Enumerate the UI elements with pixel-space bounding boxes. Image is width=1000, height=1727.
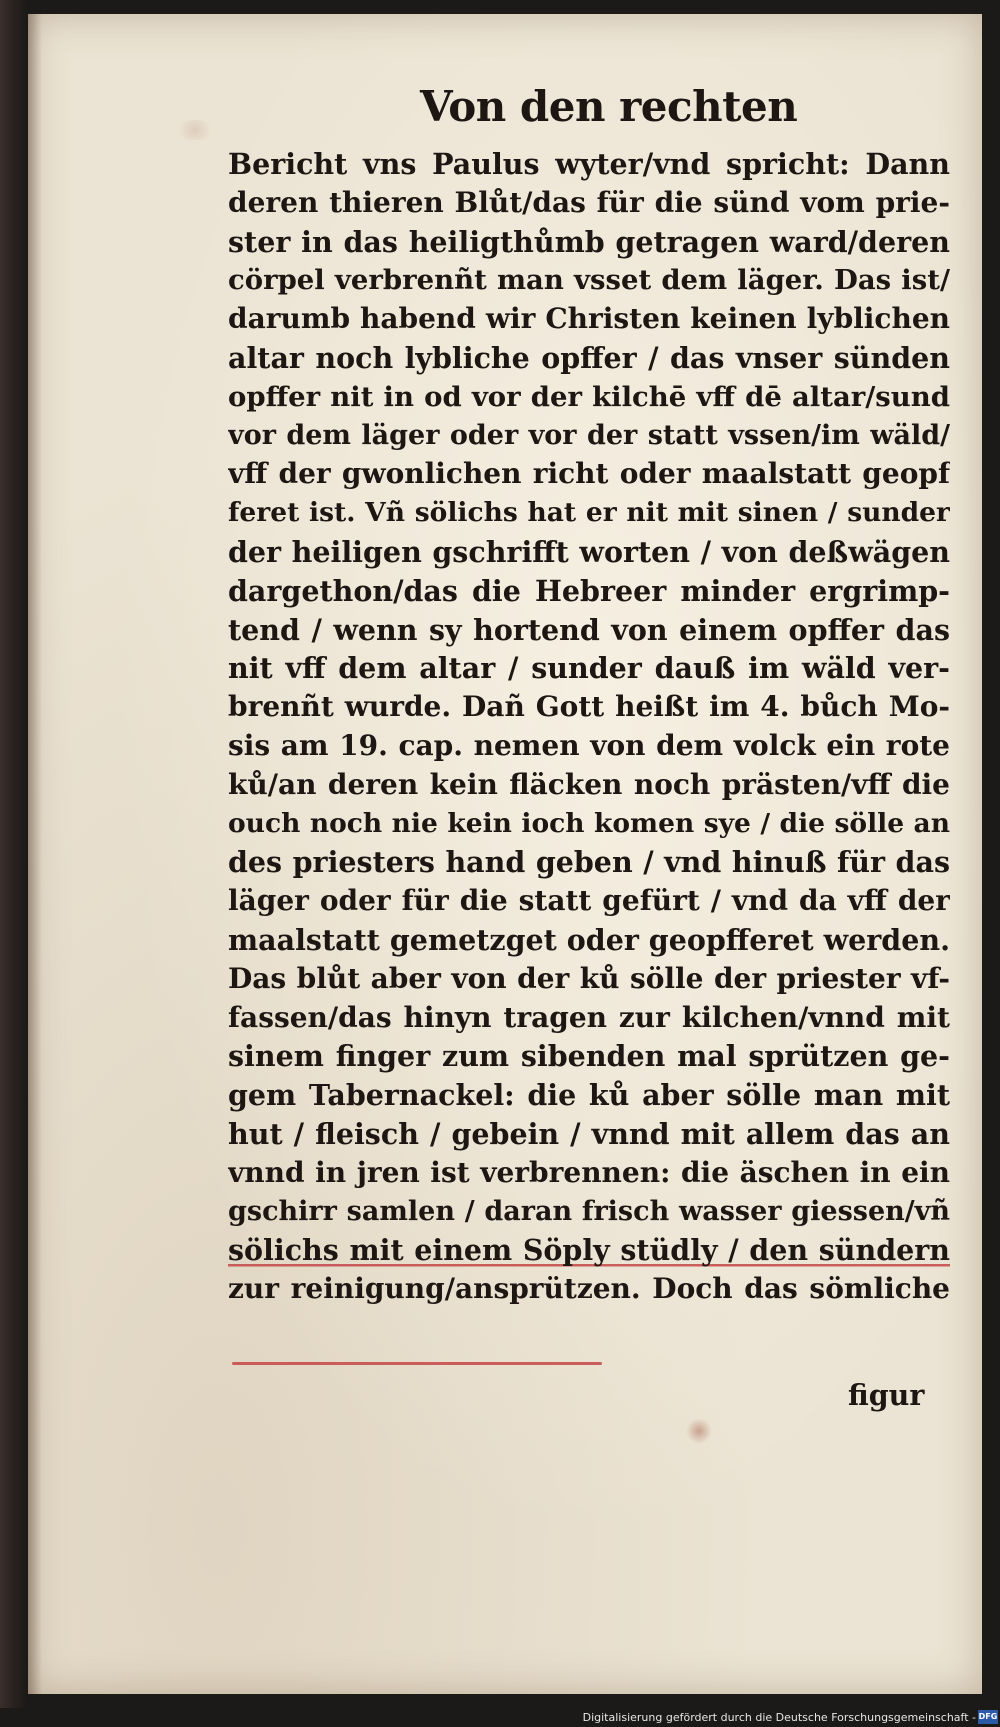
text-line: dargethon/das die Hebreer minder ergrimp- [228, 573, 950, 608]
text-line-with-underline [228, 1270, 950, 1309]
text-line: des priesters hand geben / vnd hinuß für das [228, 845, 950, 880]
text-line: läger oder für die statt gefürt / vnd da vff der [228, 884, 950, 918]
text-line: deren thieren Blůt/das für die sünd vom prie- [228, 185, 950, 219]
text-block [228, 145, 950, 1309]
dfg-logo: DFG [978, 1710, 998, 1724]
text-line: darumb habend wir Christen keinen lyblichen [228, 302, 950, 336]
running-head: Von den rechten [420, 82, 798, 131]
text-line: Bericht vns Paulus wyter/vnd spricht: Dann [228, 147, 950, 181]
text-line: zur reinigung/ansprützen. Doch das sömliche [228, 1272, 950, 1306]
text-line: opffer nit in od vor der kilchē vff dē altar/sund [228, 380, 950, 413]
digitization-credit: Digitalisierung gefördert durch die Deutsche Forschungsgemeinschaft - [582, 1711, 976, 1724]
text-line: gem Tabernackel: die ků aber sölle man mit [228, 1078, 950, 1113]
text-line: nit vff dem altar / sunder dauß im wäld ver- [228, 651, 950, 686]
text-line: tend / wenn sy hortend von einem opffer das [228, 612, 950, 647]
text-line: vor dem läger oder vor der statt vssen/im wäld/ [228, 419, 950, 451]
underlined-text-line: sölichs mit einem Söply stüdly / den sündern [228, 1231, 950, 1270]
text-line: maalstatt gemetzget oder geopfferet werden. [228, 922, 950, 957]
text-line: sinem finger zum sibenden mal sprützen ge- [228, 1039, 950, 1074]
red-underline-mark [232, 1362, 602, 1365]
text-line: ouch noch nie kein ioch komen sye / die sölle an [228, 807, 950, 839]
text-line: ků/an deren kein fläcken noch prästen/vff die [228, 767, 950, 801]
text-line: altar noch lybliche opffer / das vnser sünden [228, 340, 950, 375]
paper-stain [686, 1418, 712, 1444]
text-line: Das blůt aber von der ků sölle der priester vf- [228, 961, 950, 995]
text-line: feret ist. Vñ sölichs hat er nit mit sinen / sunder [228, 497, 950, 529]
gutter-shadow [28, 14, 42, 1694]
text-line: vff der gwonlichen richt oder maalstatt geopf [228, 457, 950, 491]
text-line: brenñt wurde. Dañ Gott heißt im 4. bůch Mo- [228, 690, 950, 724]
text-line: der heiligen gschrifft worten / von deßwägen [228, 534, 950, 569]
text-line: fassen/das hinyn tragen zur kilchen/vnnd mit [228, 1000, 950, 1034]
paper-stain [175, 120, 215, 140]
text-line: ster in das heiligthůmb getragen ward/deren [228, 224, 950, 259]
text-line: vnnd in jren ist verbrennen: die äschen in ein [228, 1155, 950, 1189]
text-line: gschirr samlen / daran frisch wasser giessen/vñ [228, 1195, 950, 1227]
text-line: sis am 19. cap. nemen von dem volck ein rote [228, 728, 950, 762]
text-line: cörpel verbrenñt man vsset dem läger. Das ist/ [228, 264, 950, 297]
catchword: figur [848, 1378, 925, 1412]
book-edge [0, 0, 26, 1727]
text-line: hut / fleisch / gebein / vnnd mit allem das an [228, 1116, 950, 1151]
